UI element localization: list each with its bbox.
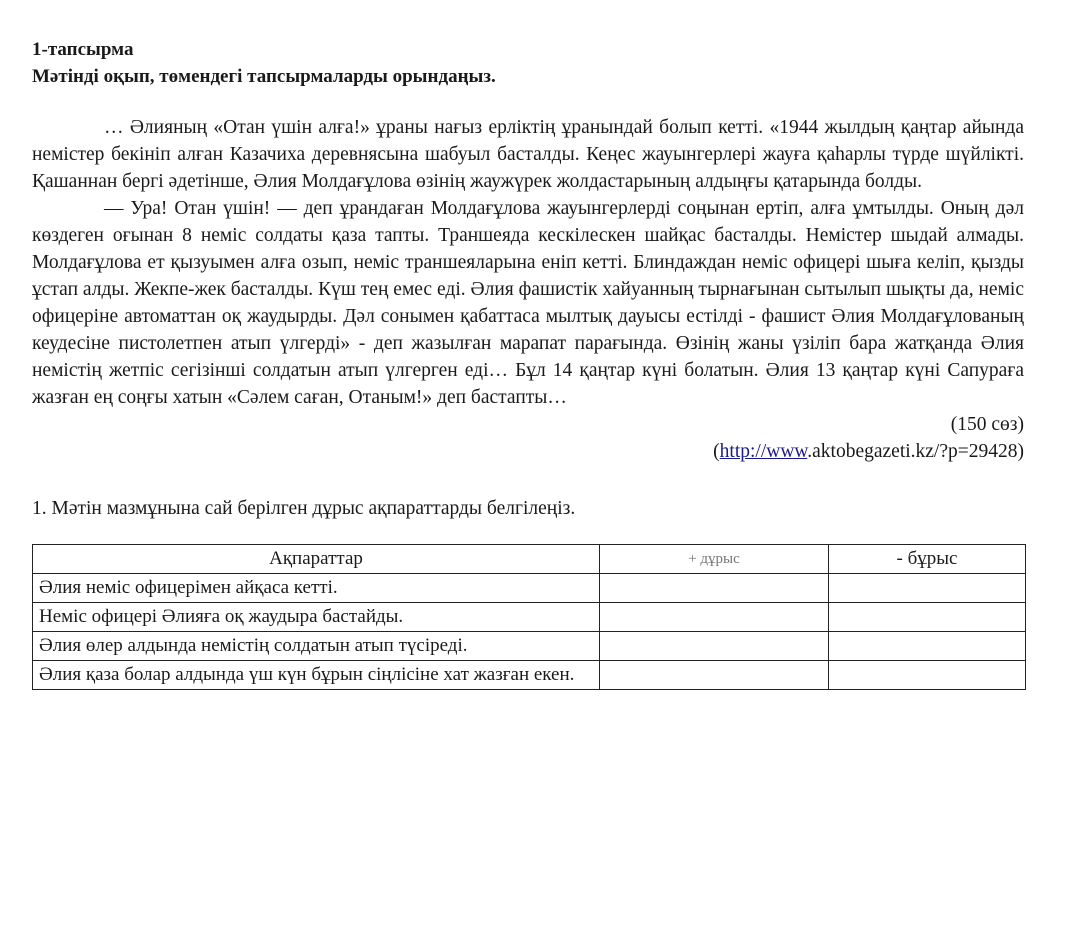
table-row <box>33 574 1026 603</box>
passage-paragraph: — Ура! Отан үшін! — деп ұрандаған Молдағұлова жауынгерлерді соңынан ертіп, алға ұмтылды. Оның дәл көздеген оғынан 8 неміс солдаты қаза тапты. Траншеяда кескілескен шайқас басталды. Немістер шыдай алмады. Молдағұлова ет қызуымен алға озып, неміс траншеяларына еніп кетті. Блиндаждан неміс офицері шыға келіп, қызды ұстап алды. Жекпе-жек басталды. Күш тең емес еді. Әлия фашистік хайуанның тырнағынан сытылып шықты да, неміс офицеріне автоматтан оқ жаудырды. Дәл сонымен қабаттаса мылтық дауысы естілді - фашист Әлия Молдағұлованың кеудесіне пистолетпен атып үлгерді» - деп жазылған марапат парағында. Өзінің жаны үзіліп бара жатқанда Әлия немістің жетпіс сегізінші солдатын атып үлгерген еді… Бұл 14 қаңтар күні болатын. Әлия 13 қаңтар күні Сапураға жазған ең соңғы хатын «Сәлем саған, Отаным!» деп бастапты… <box>32 198 1024 408</box>
statement-cell: Әлия өлер алдында немістің солдатын атып түсіреді. <box>33 632 600 661</box>
source-citation <box>32 438 1024 465</box>
word-count: (150 сөз) <box>950 414 1024 435</box>
source-link[interactable]: http://www <box>719 441 808 462</box>
task-title: 1-тапсырма <box>32 39 134 60</box>
table-row <box>33 603 1026 632</box>
header-correct: + дұрыс <box>600 545 829 574</box>
statement-cell: Неміс офицері Әлияға оқ жаудыра бастайды. <box>33 603 600 632</box>
passage-paragraph: … Әлияның «Отан үшін алға!» ұраны нағыз ерліктің ұранындай болып кетті. «1944 жылдың қаңтар айында немістер бекініп алған Казачиха деревнясына шабуыл басталды. Кеңес жауынгерлері жауға қаһарлы түрде шүйлікті. Қашаннан бергі әдетінше, Әлия Молдағұлова өзінің жаужүрек жолдастарының алдыңғы қатарында болды. <box>32 117 1024 192</box>
source-rest: .aktobegazeti.kz/?p=29428) <box>807 441 1024 462</box>
question-text: 1. Мәтін мазмұнына сай берілген дұрыс ақпараттарды белгілеңіз. <box>32 498 576 519</box>
answer-table <box>32 544 1026 690</box>
correct-mark-cell[interactable] <box>600 632 829 661</box>
header-incorrect: - бұрыс <box>829 545 1026 574</box>
table-header-row <box>33 545 1026 574</box>
incorrect-mark-cell[interactable] <box>829 661 1026 690</box>
table-row <box>33 632 1026 661</box>
task-instruction: Мәтінді оқып, төмендегі тапсырмаларды орындаңыз. <box>32 66 496 87</box>
incorrect-mark-cell[interactable] <box>829 632 1026 661</box>
correct-mark-cell[interactable] <box>600 661 829 690</box>
correct-mark-cell[interactable] <box>600 603 829 632</box>
statement-cell: Әлия неміс офицерімен айқаса кетті. <box>33 574 600 603</box>
reading-passage <box>32 114 1024 411</box>
header-information: Ақпараттар <box>33 545 600 574</box>
table-row <box>33 661 1026 690</box>
incorrect-mark-cell[interactable] <box>829 603 1026 632</box>
statement-cell: Әлия қаза болар алдында үш күн бұрын сіңлісіне хат жазған екен. <box>33 661 600 690</box>
incorrect-mark-cell[interactable] <box>829 574 1026 603</box>
correct-mark-cell[interactable] <box>600 574 829 603</box>
source-open-paren: ( <box>713 441 720 462</box>
